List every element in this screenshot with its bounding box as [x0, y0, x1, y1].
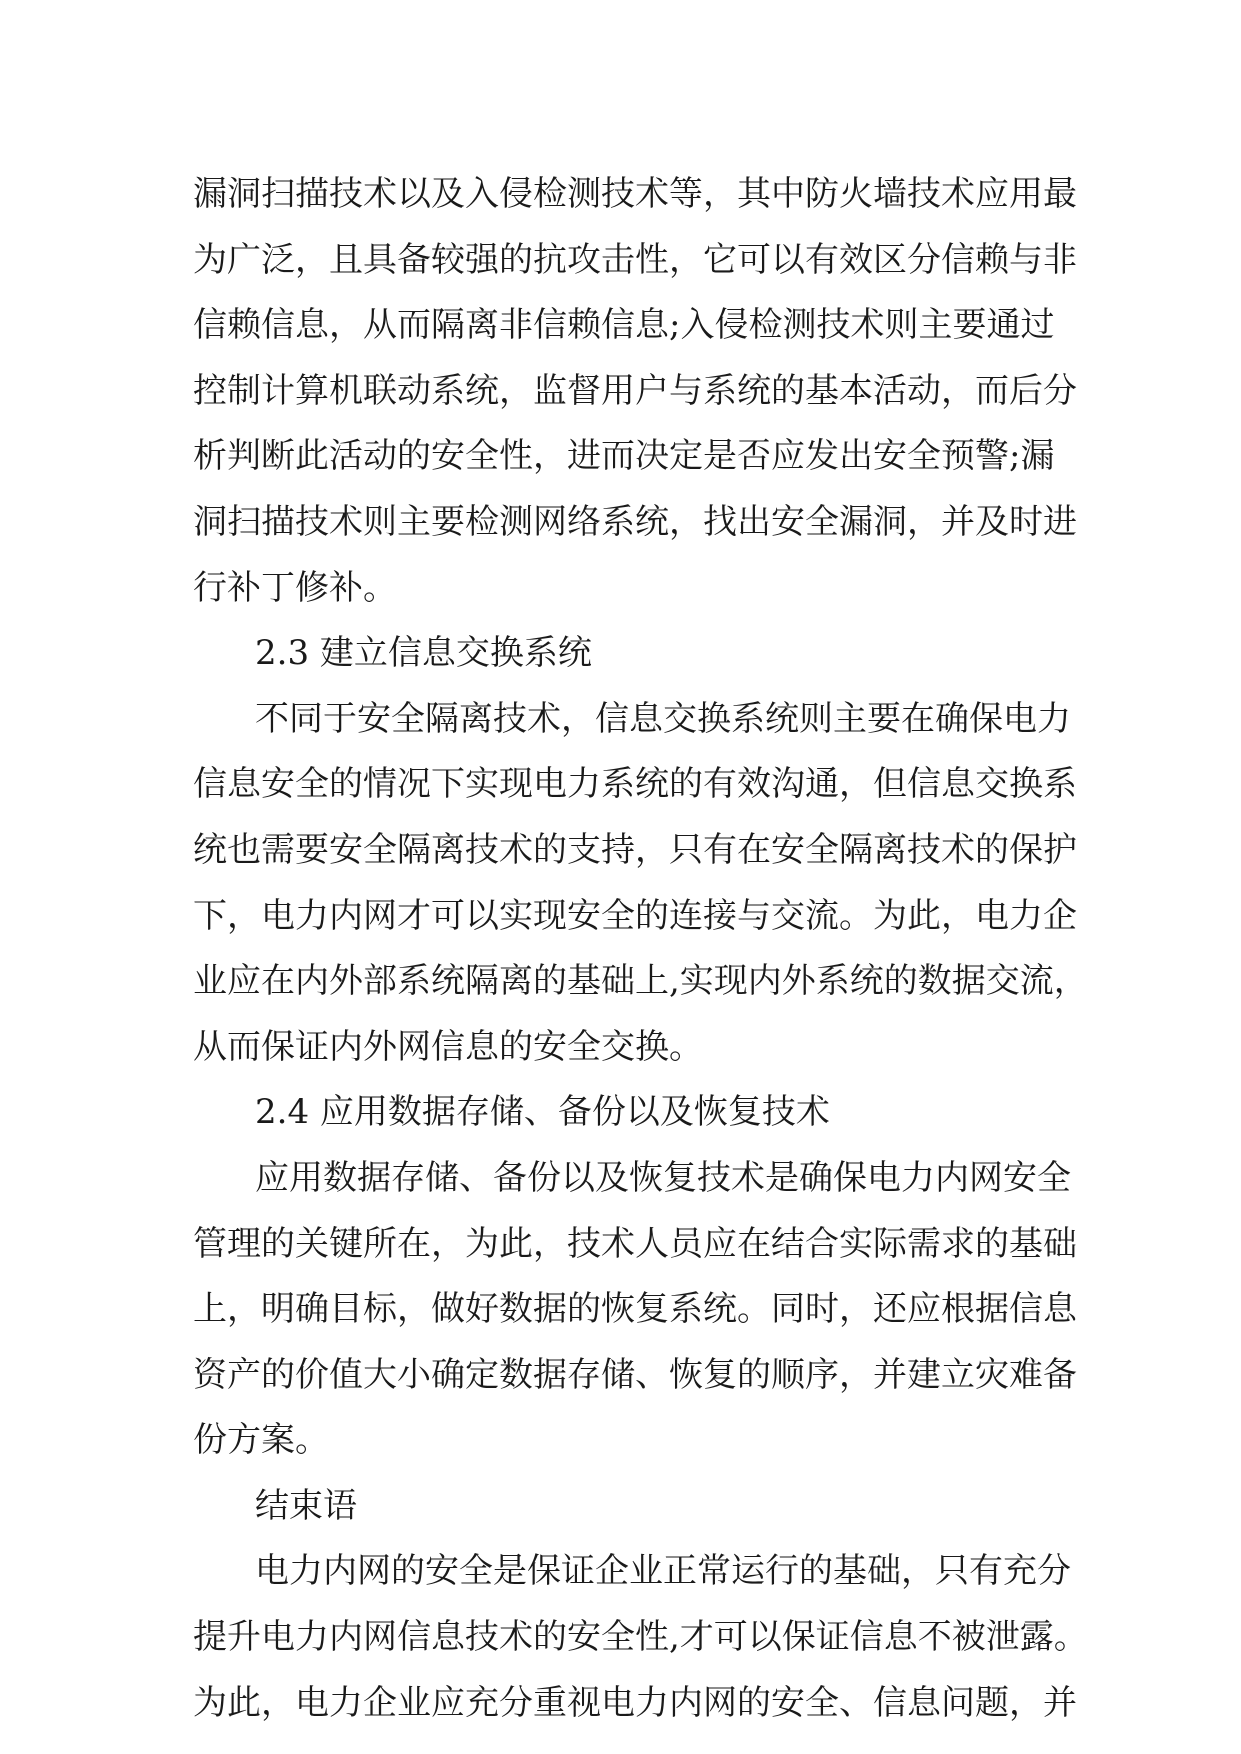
- paragraph: [193, 687, 1088, 1081]
- text-line: 行补丁修补。: [193, 567, 397, 608]
- text-line: 资产的价值大小确定数据存储、恢复的顺序，并建立灾难备: [193, 1354, 1077, 1395]
- text-line: 析判断此活动的安全性，进而决定是否应发出安全预警;漏: [193, 436, 1055, 477]
- text-line: 控制计算机联动系统，监督用户与系统的基本活动，而后分: [193, 370, 1077, 411]
- text-line: 统也需要安全隔离技术的支持，只有在安全隔离技术的保护: [193, 829, 1077, 870]
- paragraph: [193, 1146, 1077, 1474]
- paragraph: [193, 162, 1077, 621]
- section-heading: 2.4 应用数据存储、备份以及恢复技术: [255, 1092, 830, 1133]
- text-line: 为此，电力企业应充分重视电力内网的安全、信息问题，并: [193, 1682, 1077, 1723]
- paragraph: [193, 1539, 1088, 1736]
- text-line: 信赖信息，从而隔离非信赖信息;入侵检测技术则主要通过: [193, 305, 1055, 346]
- section-heading: 结束语: [255, 1485, 357, 1526]
- text-line: 管理的关键所在，为此，技术人员应在结合实际需求的基础: [193, 1223, 1077, 1264]
- text-line: 不同于安全隔离技术，信息交换系统则主要在确保电力: [255, 698, 1071, 739]
- text-line: 电力内网的安全是保证企业正常运行的基础，只有充分: [255, 1551, 1071, 1592]
- text-line: 从而保证内外网信息的安全交换。: [193, 1026, 703, 1067]
- text-line: 洞扫描技术则主要检测网络系统，找出安全漏洞，并及时进: [193, 501, 1077, 542]
- text-line: 份方案。: [193, 1420, 329, 1461]
- text-line: 下，电力内网才可以实现安全的连接与交流。为此，电力企: [193, 895, 1077, 936]
- section-heading: 2.3 建立信息交换系统: [255, 633, 592, 674]
- text-line: 应用数据存储、备份以及恢复技术是确保电力内网安全: [255, 1157, 1071, 1198]
- document-body: [193, 162, 1088, 1736]
- text-line: 信息安全的情况下实现电力系统的有效沟通，但信息交换系: [193, 764, 1077, 805]
- text-line: 漏洞扫描技术以及入侵检测技术等，其中防火墙技术应用最: [193, 174, 1077, 214]
- text-line: 提升电力内网信息技术的安全性,才可以保证信息不被泄露。: [193, 1617, 1088, 1658]
- text-line: 上，明确目标，做好数据的恢复系统。同时，还应根据信息: [193, 1289, 1077, 1330]
- text-line: 业应在内外部系统隔离的基础上,实现内外系统的数据交流，: [193, 961, 1088, 1002]
- text-line: 为广泛，且具备较强的抗攻击性，它可以有效区分信赖与非: [193, 239, 1077, 280]
